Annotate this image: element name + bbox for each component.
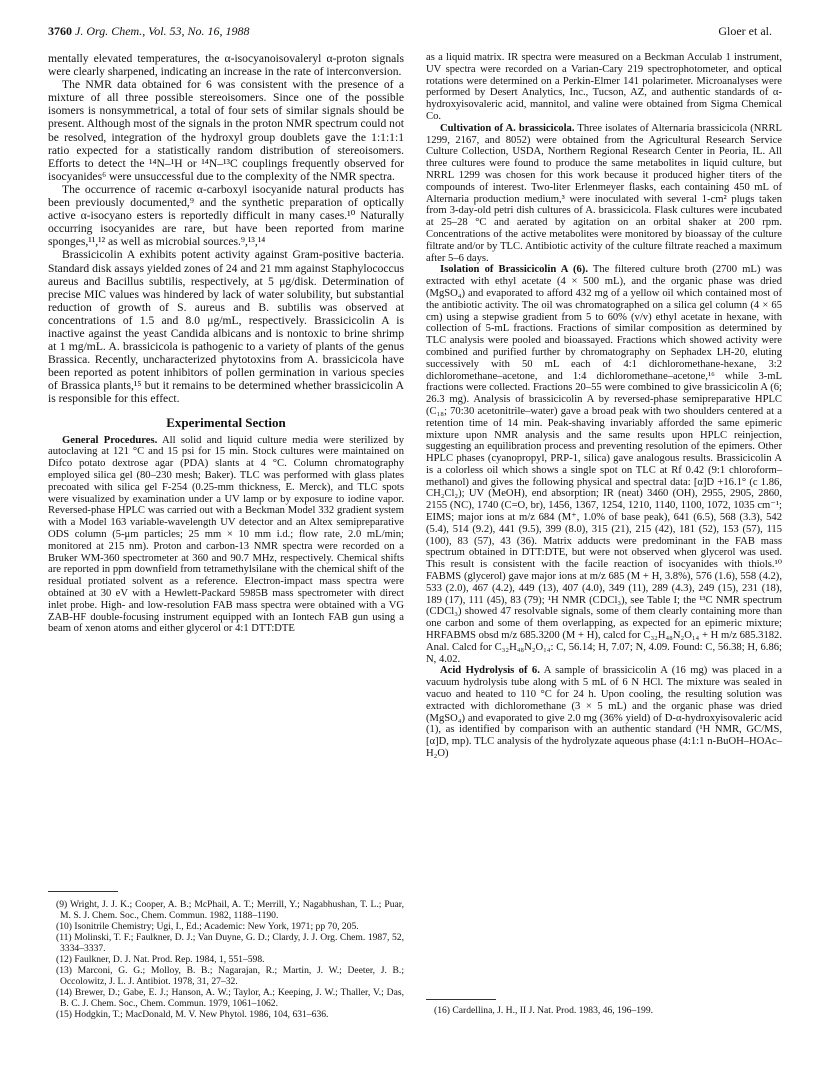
footnote: (16) Cardellina, J. H., II J. Nat. Prod. 1983, 46, 196–199. [434,1005,654,1016]
paragraph-general-procedures [48,435,404,636]
footnote: (13) Marconi, G. G.; Molloy, B. B.; Nagarajan, R.; Martin, J. W.; Deeter, J. B.; Occolowitz, J. L. J. Antibiot. 1978, 31, 27–32. [56,965,404,987]
paragraph: Brassicicolin A exhibits potent activity against Gram-positive bacteria. Standard disk assays yielded zones of 24 and 21 mm against Staphylococcus aureus and Bacillus subtilis, respectively, at 5 μg/disk. Determination of precise MIC values was hindered by lack of water solubility, but substantial reduction of growth of S. aureus and B. subtilis was observed at concentrations of 1.5 and 8.0 μg/mL, respectively. Brassicicolin A is inactive against the yeast Candida albicans and is nontoxic to brine shrimp at 1 mg/mL. A. brassicicola is pathogenic to a variety of plants of the genus Brassica. Recently, uncharacterized phytotoxins from A. brassicicola have been reported as potent inhibitors of pollen germination in various species of Brassica plants,¹⁵ but it remains to be determined whether brassicicolin A is responsible for this effect. [48,248,404,406]
run-in-heading: General Procedures. [62,434,158,446]
journal-name: J. Org. Chem., [75,24,146,38]
footnote: (11) Molinski, T. F.; Faulkner, D. J.; Van Duyne, G. D.; Clardy, J. J. Org. Chem. 1987, 52, 3334–3337. [56,932,404,954]
run-in-heading: Acid Hydrolysis of 6. [440,665,540,677]
volume-issue: Vol. 53, No. 16, 1988 [148,24,250,38]
paragraph-text: Three isolates of Alternaria brassicicola (NRRL 1299, 2167, and 8052) were obtained from the Agricultural Research Service Culture Collection, USDA, Northern Regional Research Center in Peoria, IL. All three cultures were found to produce the same metabolites in liquid culture, but NRRL 1299 was chosen for this work because it produced higher titers of the compounds of interest. Two-liter Erlenmeyer flasks, each containing 450 mL of Alternaria production medium,³ were inoculated with several 1-cm² plugs taken from 3-day-old petri dish cultures of A. brassicicola. Flask cultures were incubated at 25–28 °C and aerated by agitation on an orbital shaker at 200 rpm. Concentrations of the active metabolites were monitored by bioassay of the culture filtrate and/or by TLC. Antibiotic activity of the culture filtrate reached a maximum after 5–6 days. [426,122,783,264]
footnote: (14) Brewer, D.; Gabe, E. J.; Hanson, A. W.; Taylor, A.; Keeping, J. W.; Thaller, V.; Das, B. C. J. Chem. Soc., Chem. Commun. 1979, 1061–1062. [56,987,404,1009]
header-authors: Gloer et al. [718,24,772,38]
footnotes-left [48,899,404,1020]
page-number: 3760 [48,24,72,38]
footnote-rule [426,999,496,1000]
paragraph: The occurrence of racemic α-carboxyl isocyanide natural products has been previously documented,⁹ and the synthetic preparation of optically active α-isocyano esters is reportedly difficult in many cases.¹⁰ Naturally occurring isocyanides are rare, but have been reported from marine sponges,¹¹,¹² as well as microbial sources.⁹,¹³,¹⁴ [48,182,404,249]
footnote-rule [48,891,118,892]
footnotes-right [426,1005,782,1016]
footnote: (9) Wright, J. J. K.; Cooper, A. B.; McPhail, A. T.; Merrill, Y.; Nagabhushan, T. L.; Puar, M. S. J. Chem. Soc., Chem. Commun. 1982, 1188–1190. [56,899,404,921]
paragraph-text: The filtered culture broth (2700 mL) was extracted with ethyl acetate (4 × 500 mL), and the organic phase was dried (MgSO₄) and evaporated to afford 432 mg of a yellow oil which contained most of the antibiotic activity. The oil was chromatographed on a silica gel column (4 × 65 cm) using a stepwise gradient from 5 to 60% (v/v) ethyl acetate in hexane, with collection of 5-mL fractions. Fractions of similar composition as determined by TLC analysis were pooled and bioassayed. Fractions which showed activity were combined and purified further by chromatography on Sephadex LH-20, eluting successively with 50 mL each of 4:1 dichloromethane-hexane, 3:2 dichloromethane–acetone, and 1:4 dichloromethane–acetone,¹⁶ while 3-mL fractions were collected. Fractions 20–55 were combined to give brassicicolin A (6; 26.3 mg). Analysis of brassicicolin A by reversed-phase semipreparative HPLC (C₁₈; 70:30 acetonitrile–water) gave a broad peak with two shoulders centered at a retention time of 14 min. Peak-shaving invariably afforded the same epimeric mixture upon NMR analysis and the same results upon HPLC reinjection, suggesting an equilibration process and preventing resolution of the epimers. Other HPLC phases (cyanopropyl, PRP-1, silica) gave analogous results. Brassicicolin A is a colorless oil which shows a single spot on TLC at Rf 0.42 (9:1 chloroform–methanol) and gives the following physical and spectral data: [α]D +16.1° (c 1.86, CH₂Cl₂); UV (MeOH), end absorption; IR (neat) 3460 (OH), 2955, 2905, 2860, 2155 (NC), 1740 (C=O, br), 1456, 1367, 1254, 1210, 1140, 1100, 1072, 1035 cm⁻¹; EIMS; major ions at m/z 684 (M⁺, 1.0% of base peak), 641 (6.5), 568 (3.3), 542 (5.4), 514 (9.2), 441 (9.5), 399 (8.0), 315 (21), 215 (42), 181 (52), 153 (57), 115 (100), 83 (57), 43 (36). Matrix adducts were predominant in the FAB mass spectrum obtained in DTT:DTE, but were not observed when glycerol was used. This result is consistent with the facile reaction of isocyanides with thiols.¹⁰ FABMS (glycerol) gave major ions at m/z 685 (M + H, 3.8%), 576 (1.6), 558 (4.2), 533 (2.0), 467 (4.2), 449 (13), 407 (4.0), 349 (11), 289 (4.3), 249 (15), 231 (18), 189 (17), 111 (45), 83 (79); ¹H NMR (CDCl₃), see Table I; the ¹³C NMR spectrum (CDCl₃) showed 47 resolvable signals, some of them clearly containing more than one carbon and some of them overlapping, as expected for an epimeric mixture; HRFABMS obsd m/z 685.3200 (M + H), calcd for C₃₂H₄₈N₂O₁₄ + H m/z 685.3182. Anal. Calcd for C₃₂H₄₈N₂O₁₄: C, 56.14; H, 7.07; N, 4.09. Found: C, 56.38; H, 6.86; N, 4.02. [426,264,782,665]
paragraph: mentally elevated temperatures, the α-isocyanoisovaleryl α-proton signals were clearly sharpened, indicating an increase in the rate of interconversion. [48,52,404,79]
footnote: (10) Isonitrile Chemistry; Ugi, I., Ed.; Academic: New York, 1971; pp 70, 205. [56,921,359,932]
run-in-heading: Isolation of Brassicicolin A (6). [440,264,588,276]
paragraph-text: A sample of brassicicolin A (16 mg) was placed in a vacuum hydrolysis tube along with 5 mL of 6 N HCl. The mixture was sealed in vacuo and heated to 110 °C for 24 h. Upon cooling, the resulting solution was extracted with dichloromethane (3 × 5 mL) and the organic phase was dried (MgSO₄) and evaporated to give 2.0 mg (36% yield) of D-α-hydroxyisovaleric acid (1), as identified by comparison with an authentic standard (¹H NMR, GC/MS, [α]D, mp). TLC analysis of the hydrolyzate aqueous phase (4:1:1 n-BuOH–HOAc–H₂O) [426,665,783,760]
header-citation [48,24,250,39]
paragraph: as a liquid matrix. IR spectra were measured on a Beckman Acculab 1 instrument, UV spectra were recorded on a Varian-Cary 219 spectrophotometer, and optical rotations were determined on a Perkin-Elmer 141 polarimeter. Microanalyses were performed by Desert Analytics, Inc., Tucson, AZ, and authentic standards of α-hydroxyisovaleric acid, mannitol, and valine were obtained from Sigma Chemical Co. [426,52,782,122]
run-in-heading: Cultivation of A. brassicicola. [440,122,575,134]
paragraph-text: All solid and liquid culture media were sterilized by autoclaving at 121 °C and 15 psi for 15 min. Stock cultures were maintained on Difco potato dextrose agar (PDA) slants at 4 °C. Column chromatography employed silica gel (80–230 mesh; Baker). TLC was performed with glass plates precoated with silica gel F-254 (0.25-mm thickness, E. Merck), and TLC spots were visualized by examination under a UV lamp or by exposure to iodine vapor. Reversed-phase HPLC was carried out with a Beckman Model 332 gradient system with a Model 163 variable-wavelength UV detector and an Altex semipreparative ODS column (5-μm particles; 25 mm × 10 mm i.d.; flow rate, 2.0 mL/min; monitored at 215 nm). Proton and carbon-13 NMR spectra were recorded on a Bruker WM-360 spectrometer at 360 and 90.7 MHz, respectively. Chemical shifts are reported in ppm downfield from tetramethylsilane with the chemical shift of the residual protiated solvent as a reference. Electron-impact mass spectra were obtained at 30 eV with a Hewlett-Packard 5985B mass spectrometer with direct inlet probe. High- and low-resolution FAB mass spectra were obtained with a VG ZAB-HF double-focusing instrument equipped with an Iontech FAB gun using a beam of xenon atoms and either glycerol or 4:1 DTT:DTE [48,434,404,635]
section-title: Experimental Section [166,414,286,430]
footnote: (12) Faulkner, D. J. Nat. Prod. Rep. 1984, 1, 551–598. [56,954,265,965]
right-column [426,52,782,1012]
footnote: (15) Hodgkin, T.; MacDonald, M. V. New Phytol. 1986, 104, 631–636. [56,1009,329,1020]
running-header [48,24,772,40]
paragraph-acid-hydrolysis [426,665,782,759]
paragraph: The NMR data obtained for 6 was consistent with the presence of a mixture of all three possible stereoisomers. Since one of the possible isomers is nonsymmetrical, a total of four sets of similar signals should be present. Although most of the signals in the proton NMR spectrum could not be resolved, integration of the hydroxyl group doublets gave the 1:1:1:1 ratio expected for a statistically random distribution of stereoisomers. Efforts to detect the ¹⁴N–¹H or ¹⁴N–¹³C couplings frequently observed for isocyanides⁶ were unsuccessful due to the complexity of the NMR spectra. [48,78,404,183]
paragraph-cultivation [426,123,782,265]
left-column [48,52,404,1012]
paragraph-isolation [426,264,782,665]
